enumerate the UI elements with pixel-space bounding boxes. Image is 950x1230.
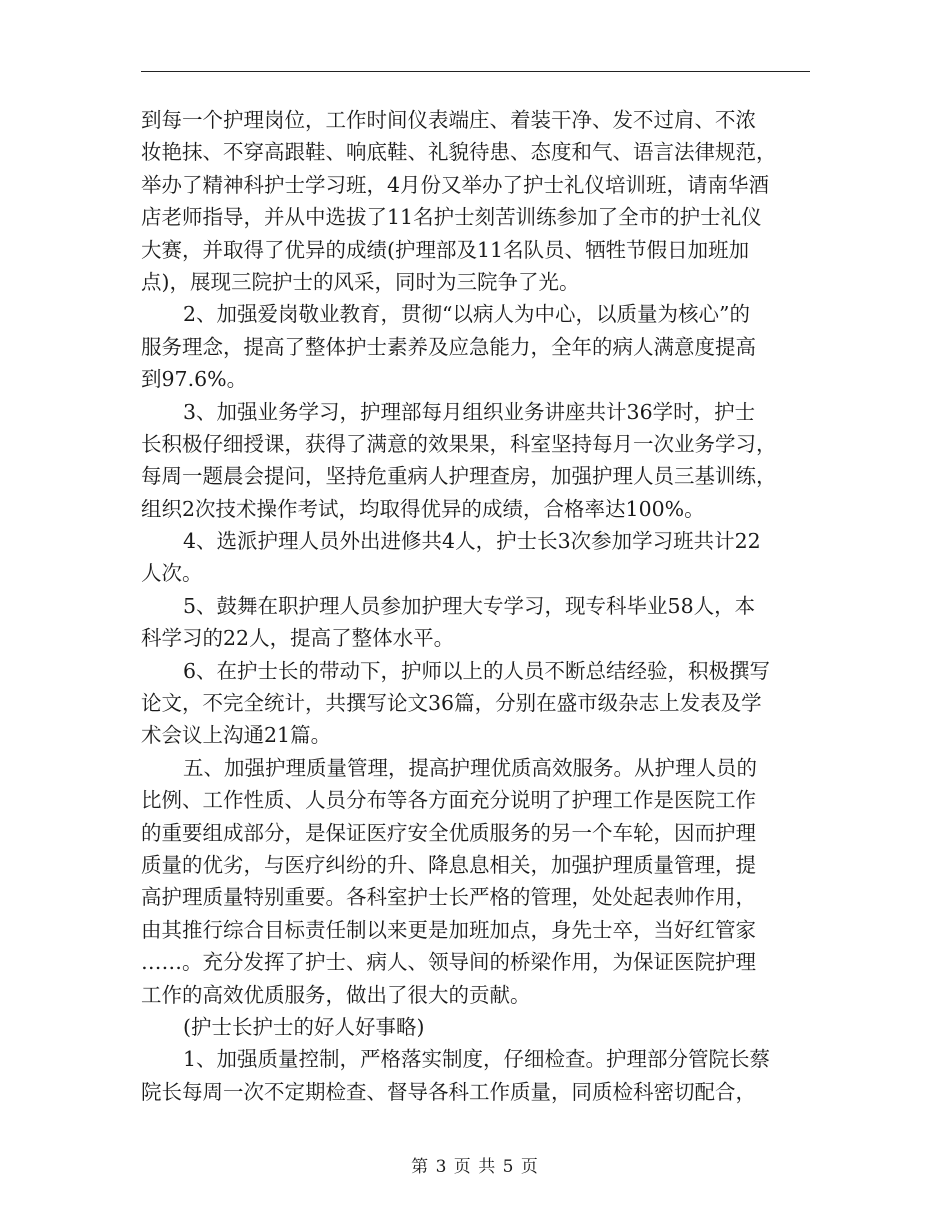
text-line: ……。充分发挥了护士、病人、领导间的桥梁作用，为保证医院护理 [141,950,756,975]
text-line: 到每一个护理岗位，工作时间仪表端庄、着装干净、发不过肩、不浓 [141,108,756,132]
text-line: 1、加强质量控制，严格落实制度，仔细检查。护理部分管院长蔡 [183,1047,771,1072]
text-line: 术会议上沟通21篇。 [141,723,332,748]
text-line: 点)，展现三院护士的风采，同时为三院争了光。 [141,269,580,294]
text-line: 举办了精神科护士学习班，4月份又举办了护士礼仪培训班，请南华酒 [141,172,770,197]
text-line: 3、加强业务学习，护理部每月组织业务讲座共计36学时，护士 [183,399,756,424]
text-line: 店老师指导，并从中选拔了11名护士刻苦训练参加了全市的护士礼仪 [141,205,762,230]
text-line: 科学习的22人，提高了整体水平。 [141,626,455,651]
page-number: 第 3 页 共 5 页 [411,1157,539,1177]
text-line: 5、鼓舞在职护理人员参加护理大专学习，现专科毕业58人，本 [183,593,756,618]
text-line: 的重要组成部分，是保证医疗安全优质服务的另一个车轮，因而护理 [141,820,756,845]
document-body [141,104,810,1108]
text-line: 4、选派护理人员外出进修共4人，护士长3次参加学习班共计22 [183,529,761,554]
text-line: 每周一题晨会提问，坚持危重病人护理查房，加强护理人员三基训练， [141,464,777,489]
text-line: 6、在护士长的带动下，护师以上的人员不断总结经验，积极撰写 [183,658,771,683]
header-rule [141,71,810,72]
text-line: 质量的优劣，与医疗纠纷的升、降息息相关，加强护理质量管理，提 [141,852,756,877]
text-line: 五、加强护理质量管理，提高护理优质高效服务。从护理人员的 [183,755,757,780]
text-line: 高护理质量特别重要。各科室护士长严格的管理，处处起表帅作用， [141,885,756,910]
text-line: 院长每周一次不定期检查、督导各科工作质量，同质检科密切配合， [141,1079,756,1104]
text-line: 大赛，并取得了优异的成绩(护理部及11名队员、牺牲节假日加班加 [141,237,750,262]
text-line: 工作的高效优质服务，做出了很大的贡献。 [141,982,531,1007]
text-line: 组织2次技术操作考试，均取得优异的成绩，合格率达100%。 [141,496,705,521]
text-line: 论文，不完全统计，共撰写论文36篇，分别在盛市级杂志上发表及学 [141,691,762,716]
text-line: 妆艳抹、不穿高跟鞋、响底鞋、礼貌待患、态度和气、语言法律规范， [141,140,777,165]
text-line: 比例、工作性质、人员分布等各方面充分说明了护理工作是医院工作 [141,788,756,813]
text-line: 由其推行综合目标责任制以来更是加班加点，身先士卒，当好红管家 [141,917,756,942]
text-line: (护士长护士的好人好事略) [183,1014,425,1039]
text-line: 人次。 [141,561,203,586]
text-line: 长积极仔细授课，获得了满意的效果果，科室坚持每月一次业务学习， [141,431,777,456]
text-line: 服务理念，提高了整体护士素养及应急能力，全年的病人满意度提高 [141,334,756,359]
text-line: 2、加强爱岗敬业教育，贯彻“以病人为中心，以质量为核心”的 [183,302,751,327]
text-line: 到97.6%。 [141,367,248,392]
